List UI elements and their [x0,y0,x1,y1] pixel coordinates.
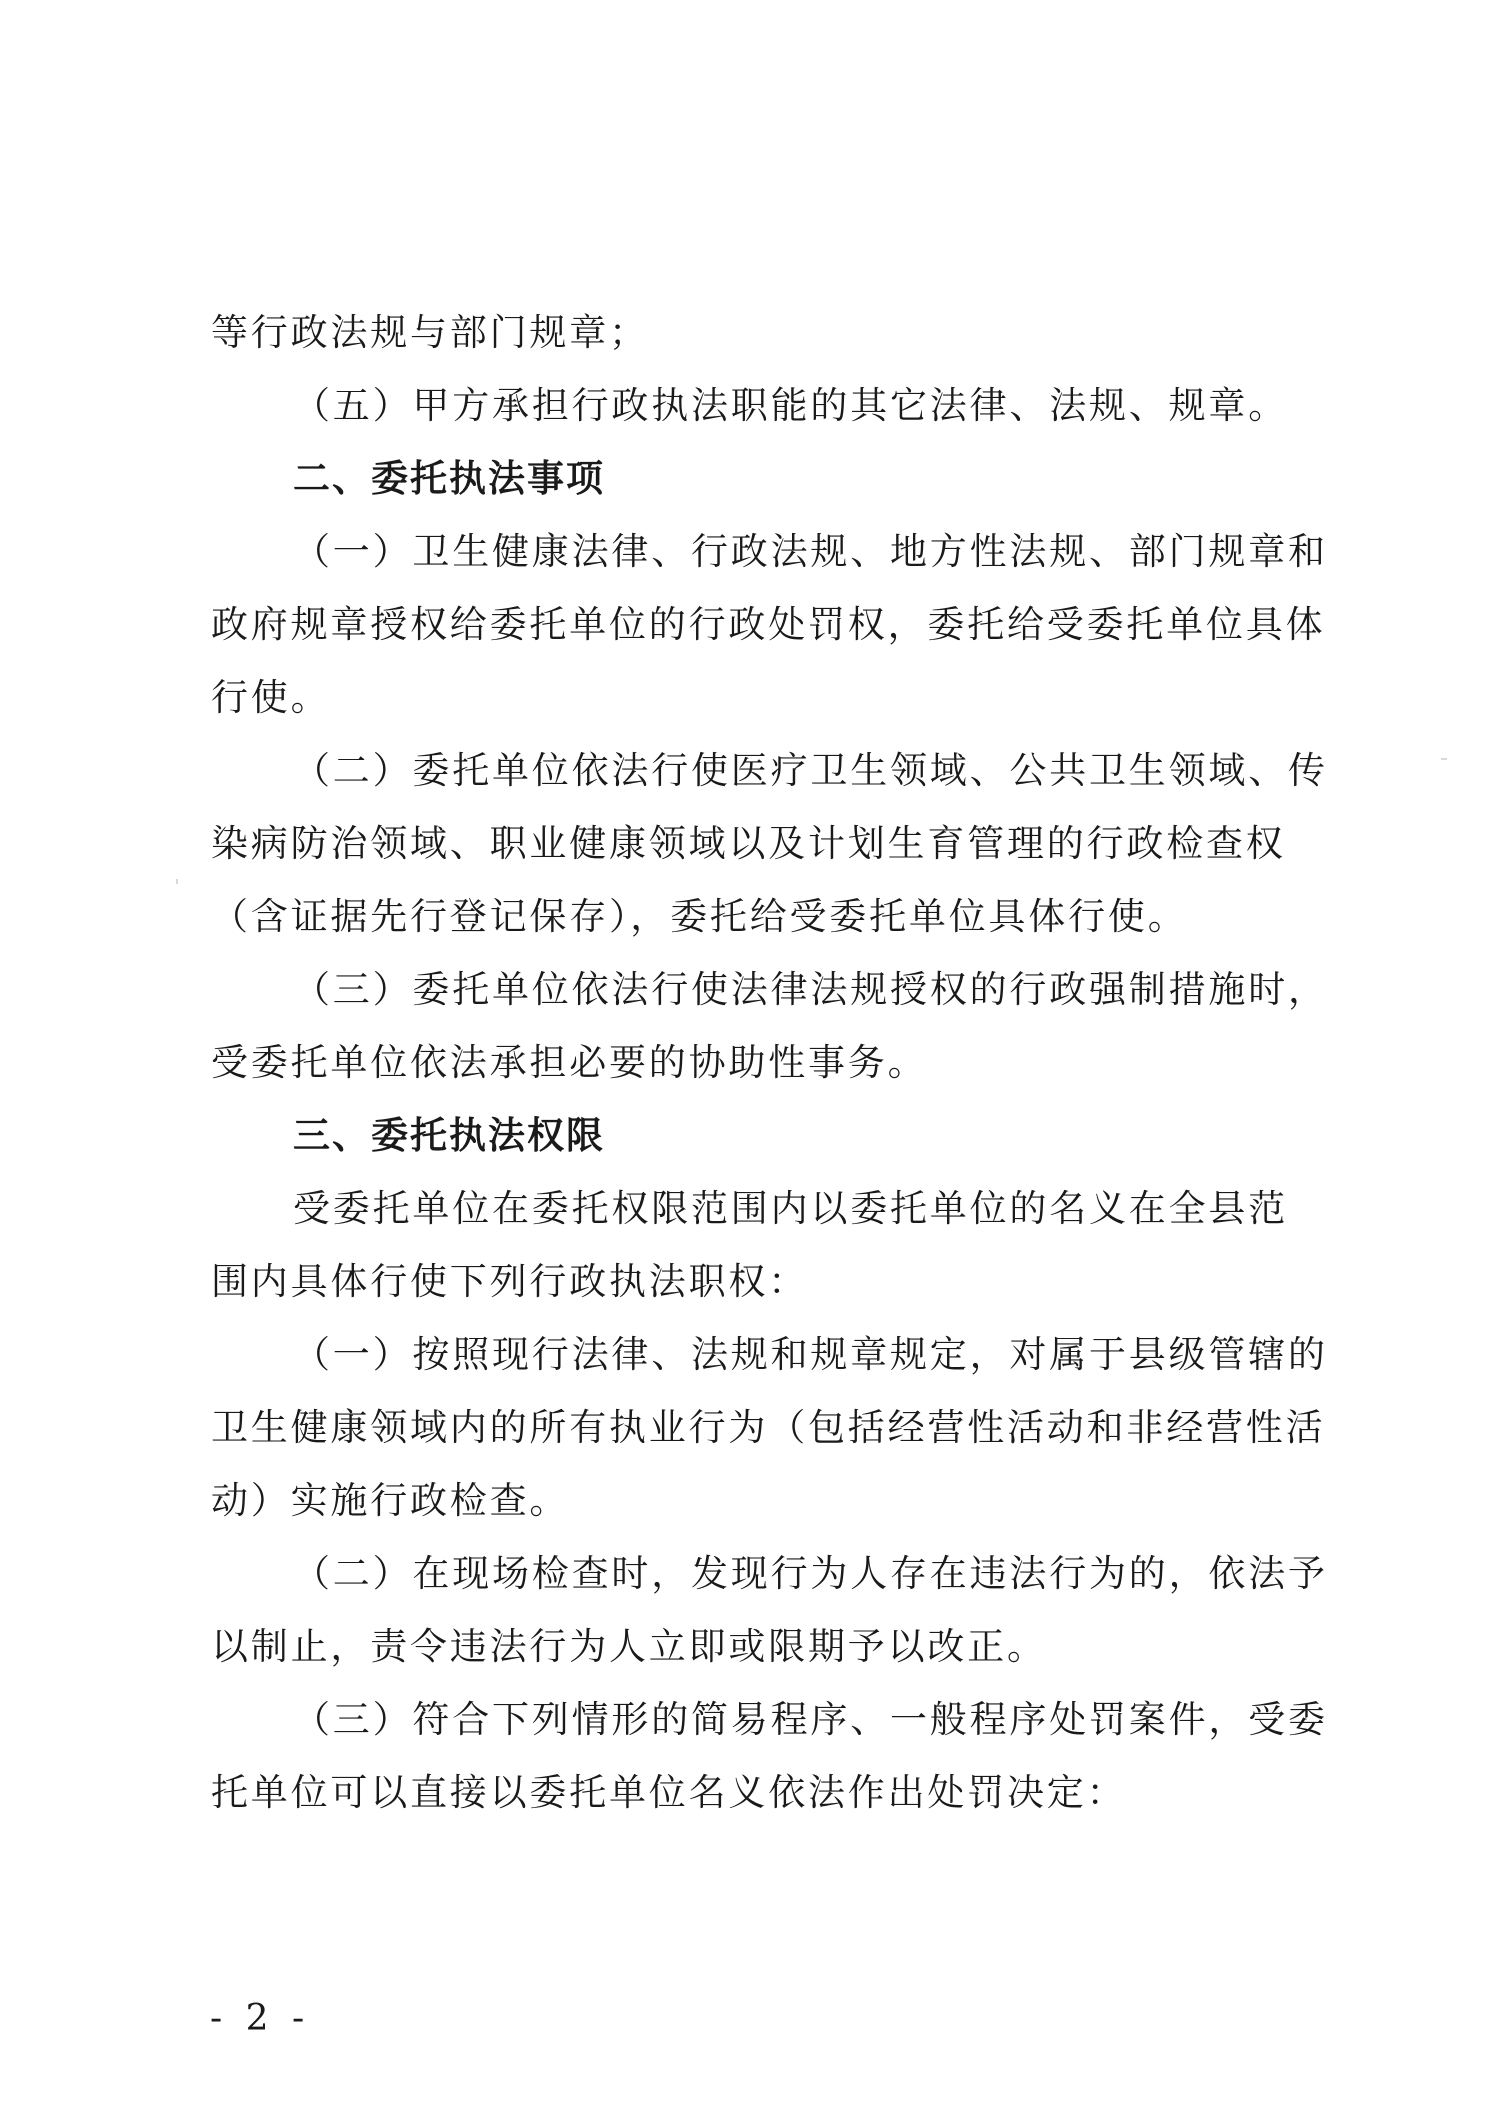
text-line: 围内具体行使下列行政执法职权： [211,1260,808,1303]
text-line: 以制止，责令违法行为人立即或限期予以改正。 [211,1625,1047,1668]
section-heading: 三、委托执法权限 [293,1114,605,1157]
text-line: 动）实施行政检查。 [211,1479,570,1522]
document-body [211,296,1328,1829]
text-line: （五）甲方承担行政执法职能的其它法律、法规、规章。 [293,384,1288,427]
text-line: 政府规章授权给委托单位的行政处罚权，委托给受委托单位具体 [211,603,1326,646]
text-line: 行使。 [211,676,331,719]
page-number: - 2 - [210,1998,311,2039]
text-line: 受委托单位依法承担必要的协助性事务。 [211,1041,928,1084]
text-line: 托单位可以直接以委托单位名义依法作出处罚决定： [211,1771,1127,1814]
text-line: 卫生健康领域内的所有执业行为（包括经营性活动和非经营性活 [211,1406,1326,1449]
text-line: （二）委托单位依法行使医疗卫生领域、公共卫生领域、传 [293,749,1328,792]
section-heading: 二、委托执法事项 [293,457,605,500]
text-line: 染病防治领域、职业健康领域以及计划生育管理的行政检查权 [211,822,1286,865]
text-line: （三）符合下列情形的简易程序、一般程序处罚案件，受委 [293,1698,1328,1741]
text-line: 受委托单位在委托权限范围内以委托单位的名义在全县范 [293,1187,1288,1230]
text-line: （二）在现场检查时，发现行为人存在违法行为的，依法予 [293,1552,1328,1595]
text-line: （一）卫生健康法律、行政法规、地方性法规、部门规章和 [293,530,1328,573]
scan-artifact [176,879,178,884]
text-line: 等行政法规与部门规章； [211,311,649,354]
scan-artifact [1441,758,1447,760]
text-line: （含证据先行登记保存），委托给受委托单位具体行使。 [211,895,1188,938]
text-line: （三）委托单位依法行使法律法规授权的行政强制措施时， [293,968,1328,1011]
text-line: （一）按照现行法律、法规和规章规定，对属于县级管辖的 [293,1333,1328,1376]
